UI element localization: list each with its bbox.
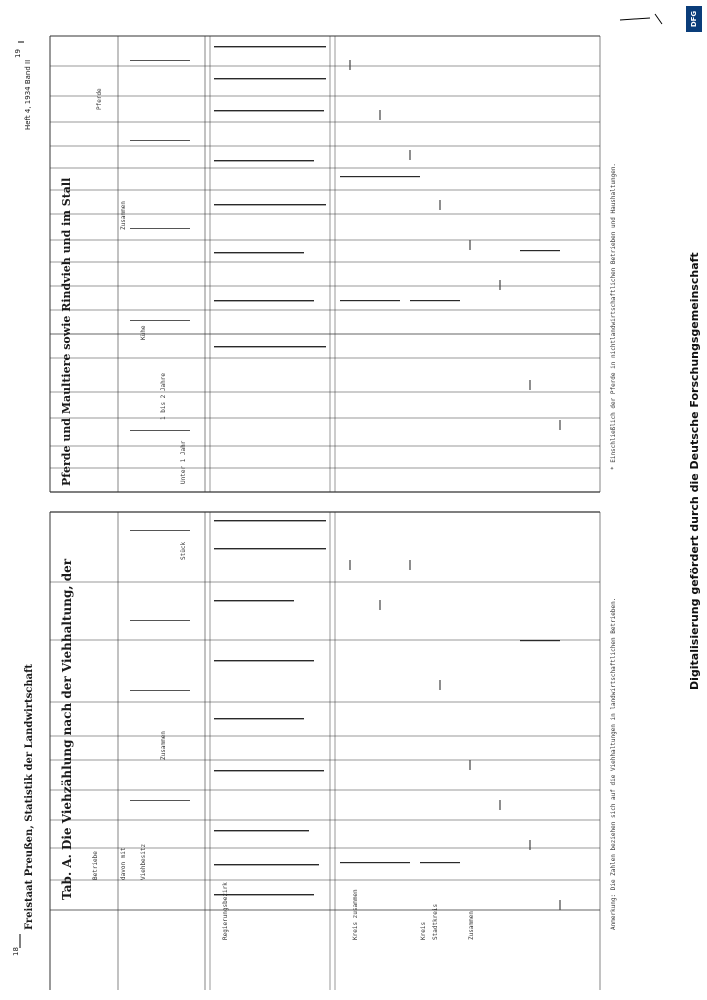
row-label-0: Regierungsbezirk (222, 882, 229, 940)
left-col-header-2: Viehbesitz (140, 843, 147, 880)
dfg-logo: DFG (686, 6, 702, 32)
left-col-header-0: Betriebe (92, 851, 99, 880)
dfg-sponsor-strip (684, 6, 704, 690)
left-running-head: Freistaat Preußen, Statistik der Landwirtschaft (24, 663, 35, 930)
page-title: Tab. A. Die Viehzählung nach der Viehhaltung, der (60, 558, 74, 900)
right-col-header-3: Zusammen (120, 201, 127, 230)
row-label-3: Stadtkreis (432, 903, 439, 940)
right-col-header-1: 1 bis 2 Jahre (160, 373, 167, 420)
right-header-meta: Heft 4, 1934 Band II (24, 59, 32, 130)
page-number-right: 19 (14, 49, 22, 58)
row-label-1: Kreis zusammen (352, 889, 359, 940)
left-col-header-4: Stück (180, 541, 187, 560)
right-running-head: Pferde und Maultiere sowie Rindvieh und im Stall (60, 177, 73, 486)
left-col-header-3: Zusammen (160, 731, 167, 760)
dfg-sponsor-text: Digitalisierung gefördert durch die Deutsche Forschungsgemeinschaft (688, 252, 701, 690)
right-col-header-0: Unter 1 Jahr (180, 440, 187, 484)
footnote-left: Anmerkung: Die Zahlen beziehen sich auf die Viehhaltungen in landwirtschaftlichen Betrieben. (610, 597, 617, 930)
row-label-4: Zusammen (468, 911, 475, 940)
left-col-header-1: davon mit (120, 847, 127, 880)
row-label-2: Kreis (420, 921, 427, 940)
footnote-right: * Einschließlich der Pferde in nichtlandwirtschaftlichen Betrieben und Haushaltungen. (610, 162, 617, 470)
page-number-left: 18 (12, 947, 20, 956)
right-col-header-2: Kühe (140, 325, 147, 340)
right-col-header-4: Pferde (96, 88, 103, 110)
